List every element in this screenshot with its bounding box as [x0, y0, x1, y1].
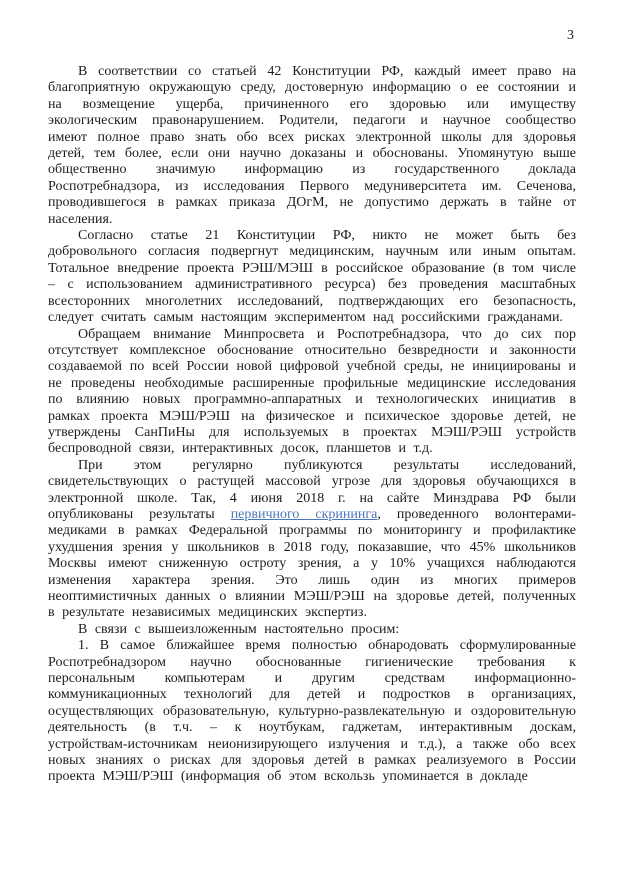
document-content: [48, 28, 576, 786]
paragraph-constitution-art21: Согласно статье 21 Конституции РФ, никто не может быть без добровольного согласия подвергнут медицинским, научным или иным опытам. Тотальное внедрение проекта РЭШ/МЭШ в российское образование (в том числе – с использованием административного ресурса) без проведения масштабных всесторонних многолетних исследований, подтверждающих его безопасность, следует считать самым настоящим экспериментом над российскими гражданами.: [48, 228, 576, 326]
paragraph-minprosvet-attention: Обращаем внимание Минпросвета и Роспотребнадзора, что до сих пор отсутствует комплексное обоснование относительно безвредности и законности создаваемой по всей России новой цифровой учебной среды, не инициированы и не проведены необходимые расширенные профильные медицинские исследования по влиянию новых программно-аппаратных и технологических инициатив в рамках проекта МЭШ/РЭШ на физическое и психическое здоровье детей, не утверждены СанПиНы для используемых в проектах МЭШ/РЭШ устройств беспроводной связи, интерактивных досок, планшетов и т.д.: [48, 326, 576, 457]
paragraph-research-post-link-text: , проведенного волонтерами-медиками в рамках Федеральной программы по мониторингу и профилактике ухудшения зрения у школьников в 2018 году, показавшие, что 45% школьников Москвы имеют сниженную остроту зрения, а у 10% учащихся наблюдаются изменения характера зрения. Это лишь один из многих примеров неоптимистичных данных о влиянии МЭШ/РЭШ на здоровье детей, полученных в результате независимых медицинских экспертиз.: [48, 506, 576, 621]
paragraph-request-item-1: 1. В самое ближайшее время полностью обнародовать сформулированные Роспотребнадзором научно обоснованные гигиенические требования к персональным компьютерам и другим средствам информационно-коммуникационных технологий для детей и подростков в организациях, осуществляющих образовательную, культурно-развлекательную и оздоровительную деятельность (в т.ч. – к ноутбукам, гаджетам, интерактивным доскам, устройствам-источникам неионизирующего излучения и т.д.), а также обо всех новых знаниях о рисках для здоровья детей в рамках реализуемого в России проекта МЭШ/РЭШ (информация об этом вскользь упоминается в докладе: [48, 638, 576, 785]
paragraph-research-pre-link-text: При этом регулярно публикуются результаты исследований, свидетельствующих о растущей массовой угрозе для здоровья обучающихся в электронной школе. Так, 4 июня 2018 г. на сайте Минздрава РФ были опубликованы результаты: [48, 457, 576, 522]
paragraph-research-results: [48, 458, 576, 622]
primary-screening-link[interactable]: первичного скрининга: [230, 506, 378, 522]
paragraph-request-intro: В связи с вышеизложенным настоятельно просим:: [78, 621, 400, 637]
page-number: 3: [567, 28, 574, 43]
paragraph-constitution-art42: В соответствии со статьей 42 Конституции РФ, каждый имеет право на благоприятную окружающую среду, достоверную информацию о ее состоянии и на возмещение ущерба, причиненного его здоровью или имуществу экологическим правонарушением. Родители, педагоги и научное сообщество имеют полное право знать обо всех рисках электронной школы для здоровья детей, тем более, если они научно доказаны и обоснованы. Упомянутую выше общественно значимую информацию из государственного доклада Роспотребнадзора, из исследования Первого медуниверситета им. Сеченова, проводившегося в рамках приказа ДОгМ, не допустимо держать в тайне от населения.: [48, 64, 576, 227]
